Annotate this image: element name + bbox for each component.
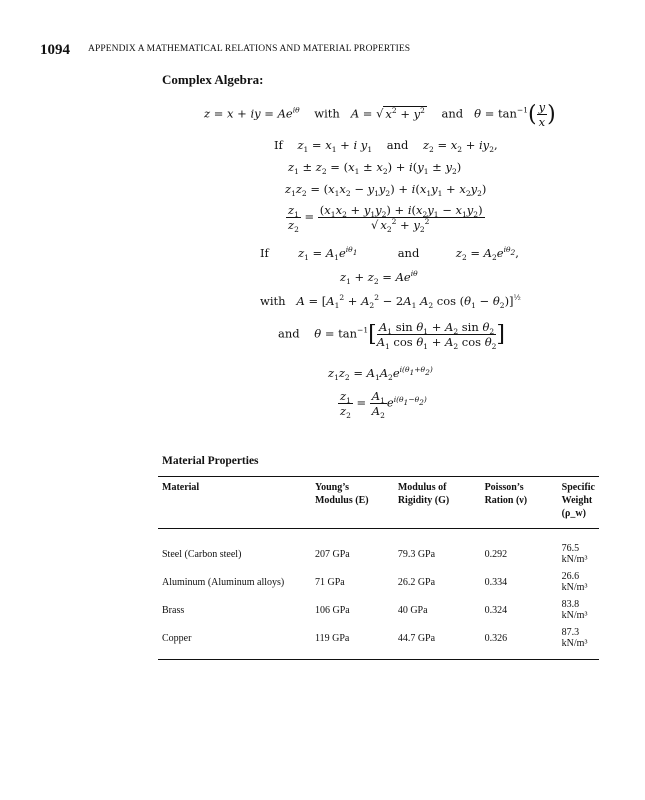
- equation-polar-sum: $z_1 + z_2 = Ae^{i\theta}$: [340, 269, 418, 286]
- equation-amplitude: with $A = [A_1^2 + A_2^2 - 2A_1$ $A_2$ $\cos (\theta_1 - \theta_2)]^{\frac{1}{2}}$: [260, 293, 521, 310]
- cell-poisson: 0.324: [484, 604, 508, 616]
- equation-polar-quotient: $\frac{z_1}{z_2}$ = $\frac{A_1}{A_2}$ $e^{i(\theta_1-\theta_2)}$: [340, 389, 427, 420]
- equation-phase: and $\theta = \tan^{-1}$[ $\frac{A_1 \sin \theta_1 + A_2 \sin \theta_2}{A_1 \cos \theta_1 + A_2 \cos \theta_2}$ ]: [278, 320, 506, 351]
- equation-cartesian-def: If $z_1 = x_1 + i$ $y_1$ and $z_2 = x_2 + iy_2$,: [274, 138, 498, 154]
- cell-specific-weight: 76.5 kN/m³: [561, 543, 588, 565]
- cell-specific-weight: 83.8 kN/m³: [561, 599, 588, 621]
- cell-material: Brass: [162, 604, 185, 616]
- cell-poisson: 0.334: [484, 576, 508, 588]
- table-row: [158, 596, 599, 624]
- material-properties-table: [158, 476, 599, 660]
- cell-material: Steel (Carbon steel): [162, 548, 242, 560]
- cell-youngs-modulus: 119 GPa: [314, 632, 350, 644]
- section-title-material-properties: Material Properties: [162, 455, 259, 467]
- equation-sum: $z_1 \pm z_2 = (x_1 \pm x_2) + i(y_1 \pm y_2)$: [288, 160, 462, 176]
- page-number: 1094: [40, 42, 70, 58]
- column-header-youngs-modulus: Young’s Modulus (E): [314, 482, 369, 506]
- cell-youngs-modulus: 106 GPa: [314, 604, 350, 616]
- equation-product: $z_1z_2 = (x_1x_2 - y_1y_2) + i(x_1y_1 + x_2y_2)$: [285, 182, 487, 198]
- cell-material: Copper: [162, 632, 192, 644]
- equation-quotient: $\frac{z_1}{z_2}$ = $\frac{(x_1x_2 + y_1y_2) + i(x_2y_1 - x_1y_2)}{√ x_2^2 + y_2^2}$: [288, 203, 483, 234]
- cell-poisson: 0.292: [484, 548, 508, 560]
- cell-youngs-modulus: 207 GPa: [314, 548, 350, 560]
- equation-polar-form: z = x + iy = $Ae^{i\theta}$ with A = √ $x^2 + y^2$ and $\theta = \tan^{-1}$( $\frac{y}{x}$ ): [204, 100, 556, 129]
- table-row: [158, 624, 599, 660]
- column-header-rigidity: Modulus of Rigidity (G): [397, 482, 450, 506]
- running-header: APPENDIX A MATHEMATICAL RELATIONS AND MATERIAL PROPERTIES: [88, 44, 411, 54]
- cell-rigidity: 79.3 GPa: [397, 548, 436, 560]
- table-row: [158, 568, 599, 596]
- cell-rigidity: 40 GPa: [397, 604, 428, 616]
- cell-youngs-modulus: 71 GPa: [314, 576, 345, 588]
- cell-specific-weight: 87.3 kN/m³: [561, 627, 588, 649]
- cell-rigidity: 44.7 GPa: [397, 632, 436, 644]
- equation-polar-def: If $z_1 = A_1e^{i\theta_1}$ and $z_2 = A_2e^{i\theta_2}$,: [260, 245, 519, 262]
- column-header-specific-weight: Specific Weight (ρ_w): [561, 482, 595, 519]
- column-header-poisson: Poisson’s Ration (ν): [484, 482, 528, 506]
- equation-polar-product: $z_1z_2 = A_1A_2e^{i(\theta_1+\theta_2)}$: [328, 365, 433, 382]
- cell-poisson: 0.326: [484, 632, 508, 644]
- table-row: [158, 529, 599, 569]
- cell-material: Aluminum (Aluminum alloys): [162, 576, 285, 588]
- cell-rigidity: 26.2 GPa: [397, 576, 436, 588]
- table-header-row: [158, 477, 599, 529]
- section-title-complex-algebra: Complex Algebra:: [162, 72, 264, 87]
- cell-specific-weight: 26.6 kN/m³: [561, 571, 588, 593]
- column-header-material: Material: [162, 482, 200, 493]
